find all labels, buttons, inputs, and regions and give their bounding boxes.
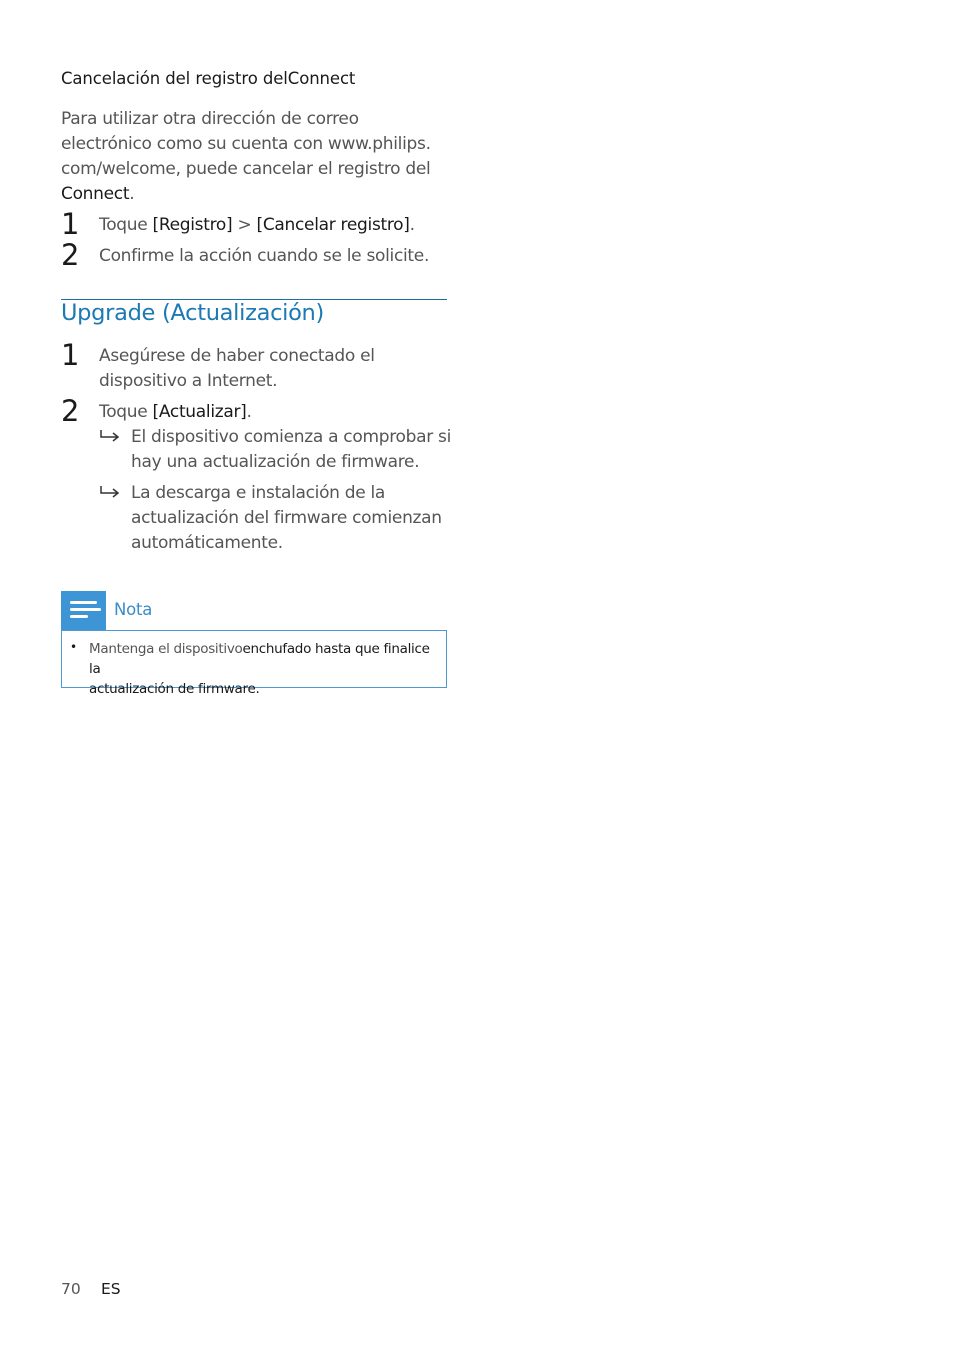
step-number: 1 bbox=[61, 338, 80, 372]
step-number: 2 bbox=[61, 238, 80, 272]
paragraph-line: Connect. bbox=[61, 184, 135, 204]
result-arrow-icon bbox=[99, 485, 121, 499]
note-lines-icon bbox=[61, 591, 106, 630]
cancel-paragraph bbox=[61, 107, 441, 207]
result-text: La descarga e instalación de la actualización del firmware comienzan automáticamente. bbox=[131, 483, 442, 553]
note-label: Nota bbox=[114, 600, 153, 619]
subsection-heading: Cancelación del registro delConnect bbox=[61, 69, 356, 88]
step-text: Confirme la acción cuando se le solicite. bbox=[99, 246, 430, 266]
cancelar-registro-term: [Cancelar registro] bbox=[256, 215, 410, 235]
result-arrow-icon bbox=[99, 429, 121, 443]
step-number: 1 bbox=[61, 207, 80, 241]
paragraph-line: Para utilizar otra dirección de correo bbox=[61, 109, 359, 129]
step-text: Toque [Actualizar]. bbox=[99, 402, 252, 422]
step-number: 2 bbox=[61, 394, 80, 428]
note-text: Mantenga el dispositivoenchufado hasta que finalice la actualización de firmware. bbox=[89, 641, 430, 697]
paragraph-line: electrónico como su cuenta con www.philips. bbox=[61, 134, 431, 154]
result-text: El dispositivo comienza a comprobar si hay una actualización de firmware. bbox=[131, 427, 451, 472]
language-code: ES bbox=[101, 1280, 121, 1298]
paragraph-line: com/welcome, puede cancelar el registro del bbox=[61, 159, 431, 179]
actualizar-term: [Actualizar] bbox=[152, 402, 247, 422]
step-text: Asegúrese de haber conectado el dispositivo a Internet. bbox=[99, 346, 375, 391]
section-title: Upgrade (Actualización) bbox=[61, 300, 324, 326]
note-bullet: • bbox=[70, 640, 78, 654]
page-number: 70 bbox=[61, 1280, 81, 1298]
registro-term: [Registro] bbox=[152, 215, 233, 235]
step-text: Toque [Registro] > [Cancelar registro]. bbox=[99, 215, 415, 235]
connect-term: Connect bbox=[61, 184, 130, 204]
